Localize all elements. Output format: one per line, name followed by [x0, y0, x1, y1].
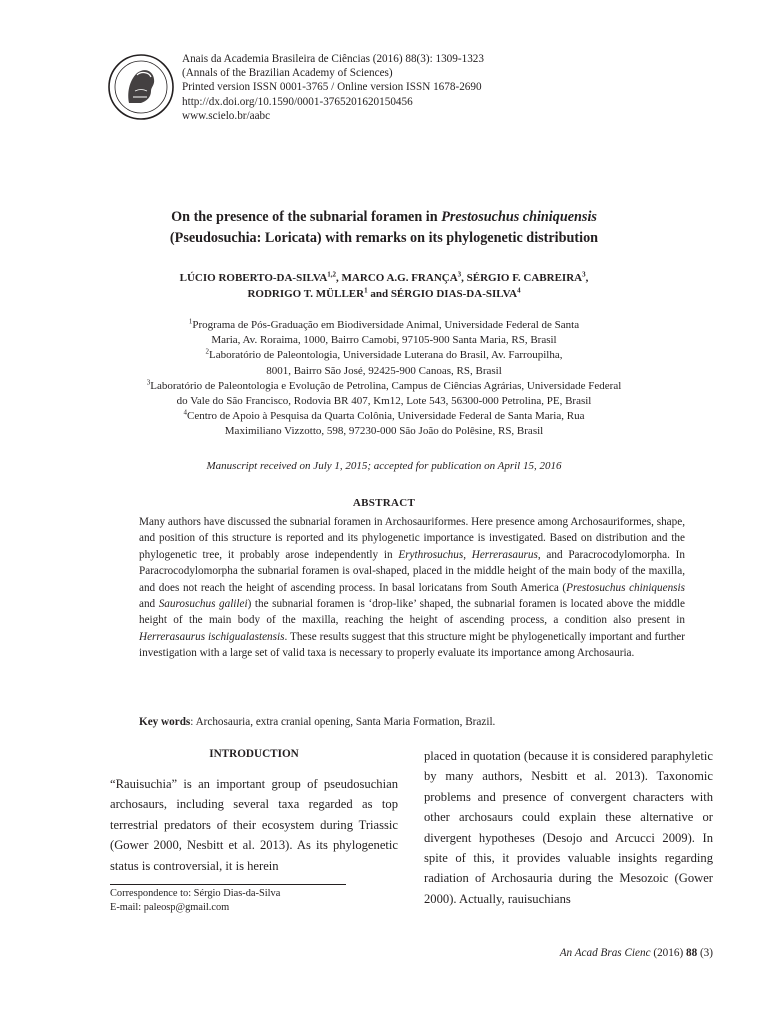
website-link[interactable]: www.scielo.br/aabc	[182, 109, 271, 122]
correspondence-footnote	[110, 887, 370, 915]
keywords: Key words: Archosauria, extra cranial opening, Santa Maria Formation, Brazil.	[139, 716, 496, 728]
author: , MARCO A.G. FRANÇA	[336, 272, 458, 284]
doi-link[interactable]: http://dx.doi.org/10.1590/0001-3765201620150456	[182, 95, 413, 108]
affiliation-line: $^1$Programa de Pós-Graduação em Biodiversidade Animal, Universidade Federal de Santa	[188, 317, 580, 331]
page-footer: An Acad Bras Cienc (2016) 88 (3)	[559, 947, 713, 959]
section-heading-introduction: INTRODUCTION	[209, 748, 299, 760]
affiliations	[120, 318, 648, 440]
abstract-heading: ABSTRACT	[352, 497, 416, 509]
affiliation-line: $^2$Laboratório de Paleontologia, Universidade Luterana do Brasil, Av. Farroupilha,	[205, 347, 563, 362]
academy-logo	[107, 53, 175, 121]
seal-icon	[107, 53, 175, 121]
footnote-divider	[110, 884, 346, 885]
affiliation-line: Maria, Av. Roraima, 1000, Bairro Camobi, 97105-900 Santa Maria, RS, Brasil	[211, 334, 557, 347]
author-list: LÚCIO ROBERTO-DA-SILVA$^{1,2}$, MARCO A.G. FRANÇA$^3$, SÉRGIO F. CABREIRA$^3$, RODRIGO T. MÜLLER$^1$ and SÉRGIO DIAS-DA-SILVA$^4$	[179, 270, 589, 300]
journal-abbrev: An Acad Bras Cienc	[559, 947, 651, 959]
correspondence-name: Correspondence to: Sérgio Dias-da-Silva	[110, 888, 281, 899]
paper-title: On the presence of the subnarial foramen in Prestosuchus chiniquensis (Pseudosuchia: Loricata) with remarks on its phylogenetic distribution	[169, 209, 599, 246]
author: RODRIGO T. MÜLLER	[247, 288, 365, 300]
journal-header	[182, 52, 582, 123]
affiliation-line: 8001, Bairro São José, 92425-900 Canoas, RS, Brasil	[266, 364, 502, 377]
author: LÚCIO ROBERTO-DA-SILVA	[179, 272, 328, 284]
body-column-left: “Rauisuchia” is an important group of pseudosuchian archosaurs, including several taxa regarded as top terrestrial predators of their ecosystem during Triassic (Gower 2000, Nesbitt et al. 2013). As its phylogenetic status is controversial, it is herein	[110, 777, 398, 873]
abstract-text: Many authors have discussed the subnarial foramen in Archosauriformes. Here presence among Archosauriformes, shape, and position of this structure is reported and its phylogenetic importance is investigated. Based on distribution and the phylogenetic tree, it probably arose independently in Erythrosuchus, Herrerasaurus, and Paracrocodylomorpha. In Paracrocodylomorpha the subnarial foramen is oval-shaped, placed in the middle height of the main body of the maxilla, and does not reach the height of ascending process. In basal loricatans from South America (Prestosuchus chiniquensis and Saurosuchus galilei) the subnarial foramen is ‘drop-like’ shaped, the subnarial foramen is located above the middle height of the main body of the maxilla, reaching the height of ascending process, a condition also present in Herrerasaurus ischigualastensis. These results suggest that this structure might be phylogenetically important and further investigation with a large set of valid taxa is necessary to properly evaluate its importance among Archosauria.	[139, 516, 686, 660]
keywords-label: Key words	[139, 716, 191, 728]
affiliation-line: $^4$Centro de Apoio à Pesquisa da Quarta Colônia, Universidade Federal de Santa Maria, Rua	[183, 408, 585, 423]
correspondence-email[interactable]: E-mail: paleosp@gmail.com	[110, 902, 230, 913]
header-line: (Annals of the Brazilian Academy of Sciences)	[182, 67, 393, 80]
volume-number: 88	[685, 947, 698, 959]
species-name: Prestosuchus chiniquensis	[441, 209, 597, 225]
header-line: Anais da Academia Brasileira de Ciências (2016) 88(3): 1309-1323	[182, 53, 484, 65]
author: , SÉRGIO F. CABREIRA	[461, 272, 583, 284]
manuscript-dates: Manuscript received on July 1, 2015; accepted for publication on April 15, 2016	[206, 460, 562, 472]
affiliation-line: $^3$Laboratório de Paleontologia e Evolução de Petrolina, Campus de Ciências Agrárias, Universidade Federal	[146, 378, 622, 392]
header-line: Printed version ISSN 0001-3765 / Online version ISSN 1678-2690	[182, 81, 482, 94]
body-column-right: placed in quotation (because it is considered paraphyletic by many authors, Nesbitt et al. 2013). Taxonomic problems and presence of convergent characters with other archosaurs could explain these alternative or divergent hypotheses (Desojo and Arcucci 2009). In spite of this, it provides valuable insights regarding radiation of Archosauria during the Mesozoic (Gower 2000). Actually, rauisuchians	[424, 749, 713, 906]
affiliation-line: do Vale do São Francisco, Rodovia BR 407, Km12, Lote 543, 56300-000 Petrolina, PE, Brasil	[176, 395, 592, 408]
affiliation-line: Maximiliano Vizzotto, 598, 97230-000 São João do Polêsine, RS, Brasil	[224, 425, 544, 438]
author: and SÉRGIO DIAS-DA-SILVA	[367, 288, 518, 300]
